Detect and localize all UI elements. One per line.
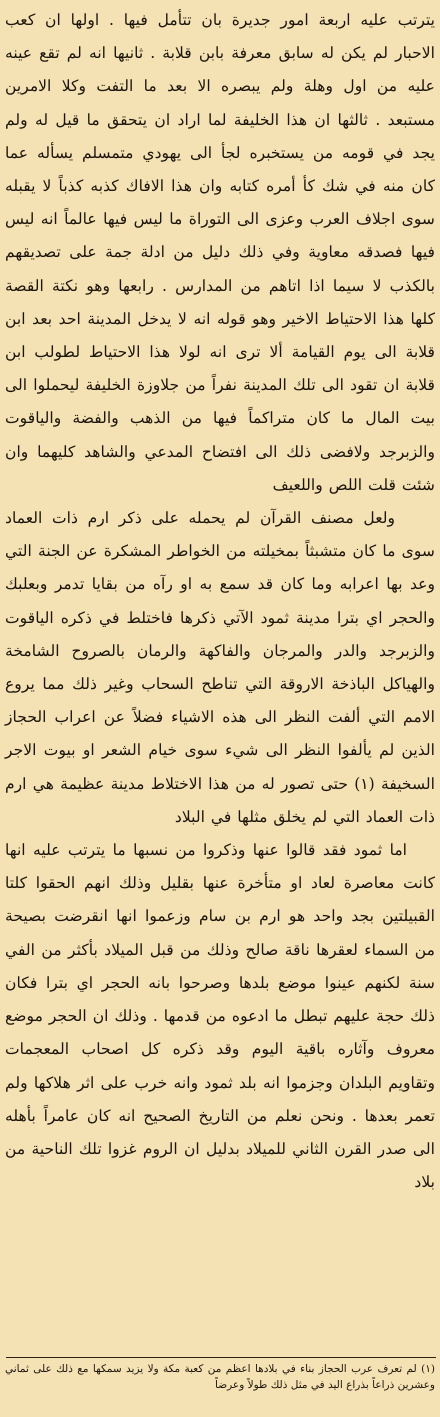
- paragraph-1: يترتب عليه اربعة امور جديرة بان تتأمل فيها . اولها ان كعب الاحبار لم يكن له سابق معرفة بابن قلابة . ثانيها انه لم تقع عينه عليه من اول وهلة ولم يبصره الا بعد ما التفت وكلا الامرين مستبعد . ثالثها ان هذا الخليفة لما اراد ان يتحقق ما قيل له ولم يجد في قومه من يستخبره لجأ الى يهودي متمسلم يسأله عما كان منه في شك كأ أمره كتابه وان هذا الافاك كذبه كذباً لا يقبله سوى اجلاف العرب وعزى الى التوراة ما ليس فيها عالماً انه ليس فيها فصدقه معاوية وفي ذلك دليل من ادلة جمة على تصديقهم بالكذب لا سيما اذا اتاهم من المدارس . رابعها وهو نكتة القصة كلها هذا الاحتياط الاخير وهو قوله انه لا يدخل المدينة احد بعد ابن قلابة الى يوم القيامة ألا ترى انه لولا هذا الاحتياط لطولب ابن قلابة ان تقود الى تلك المدينة نفراً من جلاوزة الخليفة ليحملوا الى بيت المال ما كان متراكماً فيها من الذهب والفضة والياقوت والزبرجد ولافضى ذلك الى افتضاح المدعي والشاهد كليهما وان شئت قلت اللص واللعيف: [5, 11, 435, 494]
- paragraph-2: ولعل مصنف القرآن لم يحمله على ذكر ارم ذات العماد سوى ما كان متشبثاً بمخيلته من الخواطر المشكرة عن الجنة التي وعد بها اعرابه وما كان قد سمع به او رآه من بقايا تدمر وبعلبك والحجر اي بترا مدينة ثمود الآتي ذكرها فاختلط في ذكره الياقوت والزبرجد والدر والمرجان والفاكهة والرمان بالصروح الشامخة والهياكل الباذخة الاروقة التي تناطح السحاب وغير ذلك مما يروع الامم التي ألفت النظر الى هذه الاشياء فضلاً عن اعراب الحجاز الذين لم يألفوا النظر الى شيء سوى خيام الشعر او بيوت الاجر السخيفة (١) حتى تصور له من هذا الاختلاط مدينة عظيمة هي ارم ذات العماد التي لم يخلق مثلها في البلاد: [5, 509, 435, 826]
- footnote: (١) لم تعرف عرب الحجاز بناء في بلادها اعظم من كعبة مكة ولا يزيد سمكها مع ذلك على ثماني وعشرين ذراعاً بذراع اليد في مثل ذلك طولاً وعرضاً: [5, 1363, 435, 1391]
- paragraph-3: اما ثمود فقد قالوا عنها وذكروا من نسبها ما يترتب عليه انها كانت معاصرة لعاد او متأخرة عنها بقليل وذلك انهم الحقوا كلتا القبيلتين بجد واحد هو ارم بن سام وزعموا انها انقرضت بصيحة من السماء لعقرها ناقة صالح وذلك من قبل الميلاد بأكثر من الفي سنة لكنهم عينوا موضع بلدها وصرحوا بانه الحجر اي بترا فكان ذلك حجة عليهم تبطل ما ادعوه من قدمها . وذلك ان الحجر موضع معروف وآثاره باقية اليوم وقد ذكره كل اصحاب المعجمات وتقاويم البلدان وجزموا انه بلد ثمود وانه خرب على اثر هلاكها ولم تعمر بعدها . ونحن نعلم من التاريخ الصحيح انه كان عامراً بأهله الى صدر القرن الثاني للميلاد بدليل ان الروم غزوا تلك الناحية من بلاد: [5, 841, 435, 1192]
- footnote-divider: [6, 1357, 436, 1358]
